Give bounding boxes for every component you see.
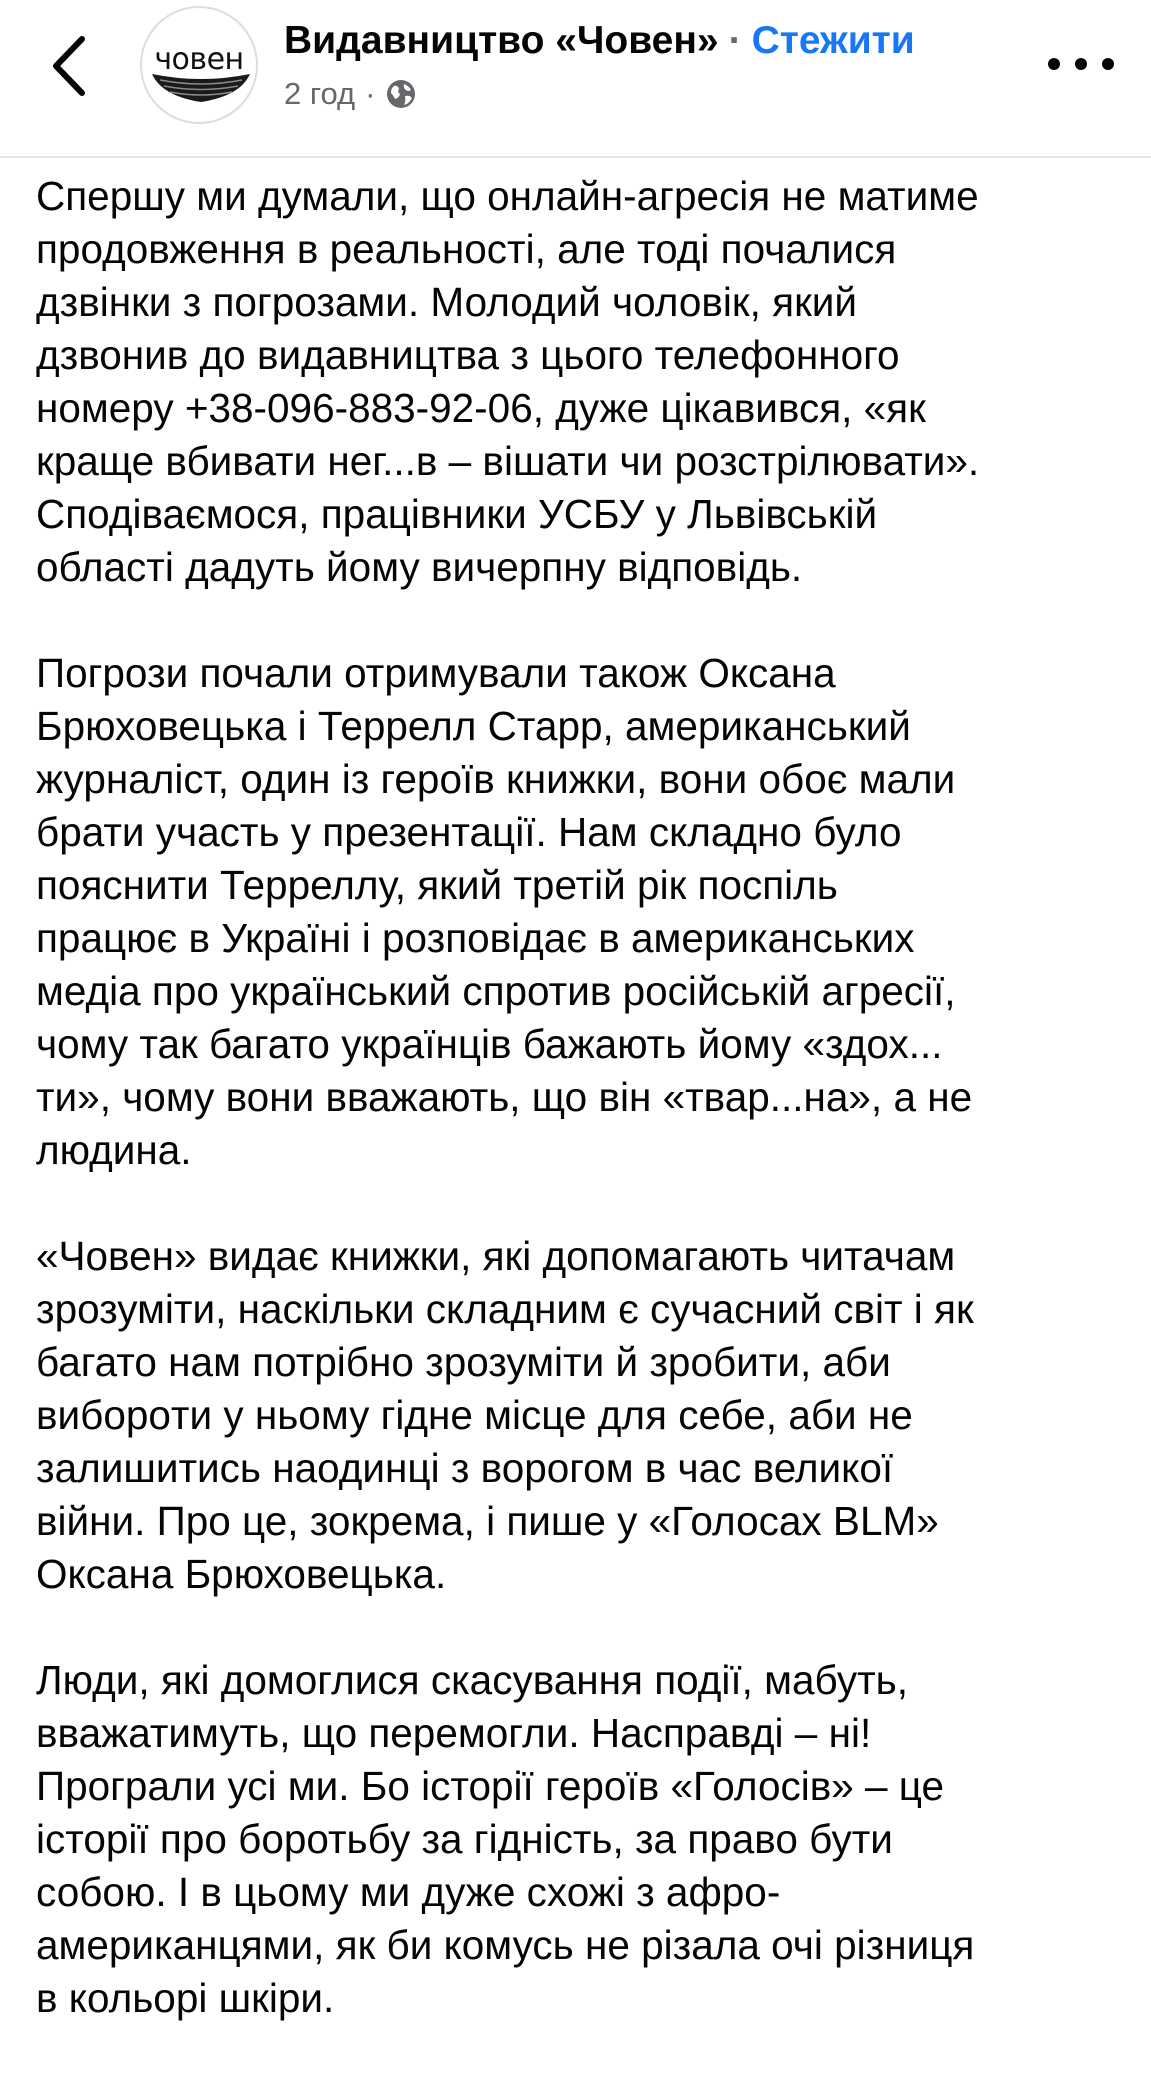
post-timestamp[interactable]: 2 год — [284, 76, 356, 111]
page-title-line — [284, 14, 915, 68]
more-dot — [1075, 58, 1087, 70]
title-separator: · — [728, 19, 742, 62]
meta-separator: · — [365, 76, 376, 111]
post-paragraph: Люди, які домоглися скасування події, мабуть, вважатимуть, що перемогли. Насправді – ні! Програли усі ми. Бо історії героїв «Голосів» – це історії про боротьбу за гідність, за право бути собою. І в цьому ми дуже схожі з афро- американцями, як би комусь не різала очі різниця в кольорі шкіри. — [36, 1657, 975, 2021]
globe-icon — [385, 78, 417, 110]
post-paragraph: Спершу ми думали, що онлайн-агресія не матиме продовження в реальності, але тоді почалися дзвінки з погрозами. Молодий чоловік, який дзвонив до видавництва з цього телефонного номеру +38-096-883-92-06, дуже цікавився, «як краще вбивати нег...в – вішати чи розстрілювати». Сподіваємося, працівники УСБУ у Львівській області дадуть йому вичерпну відповідь. — [36, 173, 980, 590]
chevron-left-icon — [48, 35, 88, 97]
post-text — [36, 170, 1126, 2078]
more-dot — [1048, 58, 1060, 70]
post-paragraph: Погрози почали отримували також Оксана Брюховецька і Террелл Старр, американський журналіст, один із героїв книжки, вони обоє мали брати участь у презентації. Нам складно було пояснити Терреллу, який третій рік поспіль працює в Україні і розповідає в американських медіа про український спротив російській агресії, чому так багато українців бажають йому «здох... ти», чому вони вважають, що він «твар...на», а не людина. — [36, 650, 973, 1173]
post-paragraph: «Човен» видає книжки, які допомагають читачам зрозуміти, наскільки складним є сучасний світ і як багато нам потрібно зрозуміти й зробити, аби виборoти у ньому гідне місце для себе, аби не залишитись наодинці з ворогом в час великої війни. Про це, зокрема, і пише у «Голосах BLM» Оксана Брюховецька. — [36, 1233, 974, 1597]
post-meta — [284, 72, 417, 116]
follow-button[interactable]: Стежити — [751, 19, 915, 62]
back-button[interactable] — [38, 28, 98, 104]
page-name-link[interactable]: Видавництво «Човен» — [284, 19, 719, 62]
boat-logo-icon — [150, 70, 252, 106]
post-header — [0, 0, 1151, 158]
more-options-button[interactable] — [1048, 44, 1114, 84]
page-avatar[interactable] — [140, 6, 258, 124]
avatar-logo-text: човен — [154, 42, 244, 77]
more-dot — [1102, 58, 1114, 70]
